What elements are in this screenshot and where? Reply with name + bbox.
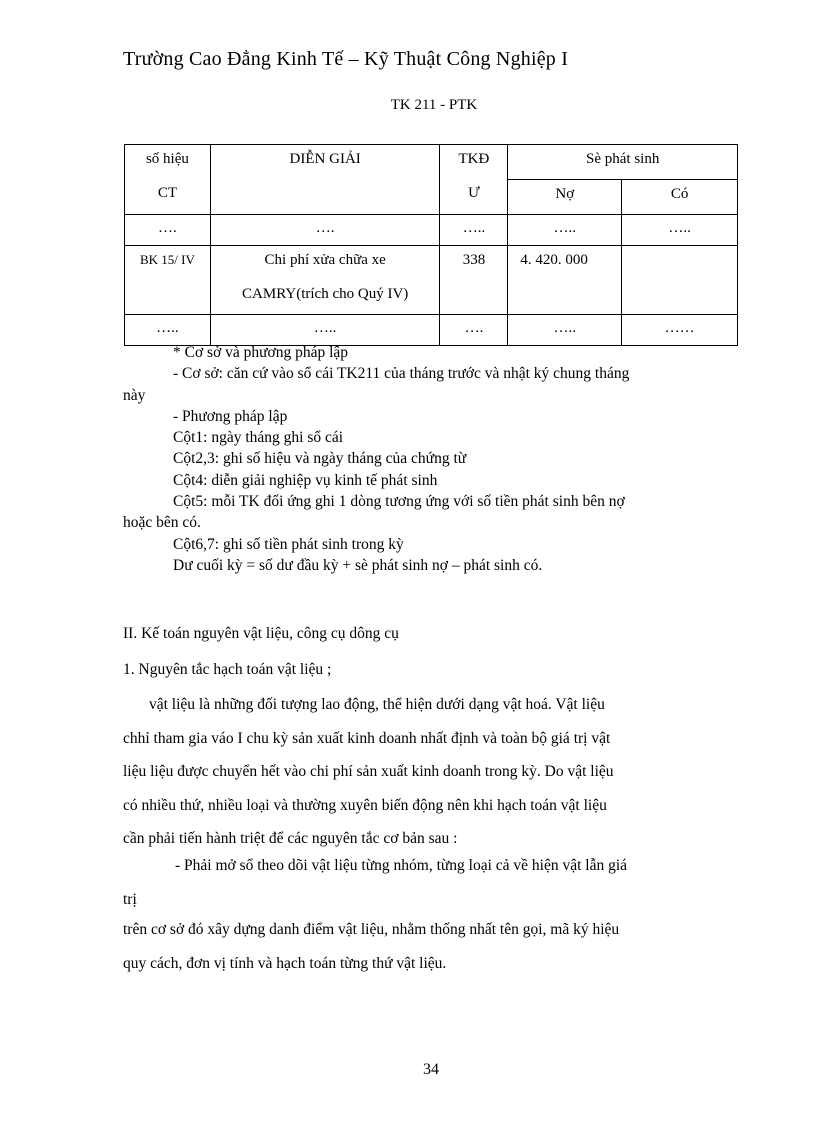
table-row: ….. ….. …. ….. …… (125, 315, 738, 346)
table-row: BK 15/ IV Chi phí xửa chữa xe CAMRY(trích cho Quý IV) 338 4. 420. 000 (125, 246, 738, 315)
section-subheading: 1. Nguyên tắc hạch toán vật liệu ; (123, 661, 332, 678)
paragraph-1: vật liệu là những đối tượng lao động, thể hiện dưới dạng vật hoá. Vật liệu chhỉ tham gia váo I chu kỳ sản xuất kinh doanh nhất định và toàn bộ giá trị vật liệu liệu được chuyển hết vào chi phí sản xuất kinh doanh trong kỳ. Do vật liệu có nhiều thứ, nhiều loại và thường xuyên biến động nên khi hạch toán vật liệu cần phải tiến hành triệt để các nguyên tắc cơ bản sau : (123, 696, 614, 847)
header-co: Có (622, 180, 738, 215)
ledger-table (124, 144, 738, 346)
header-dien-giai: DIỄN GIẢI (210, 145, 440, 215)
table-row: …. …. ….. ….. ….. (125, 215, 738, 246)
header-so-hieu: số hiệu CT (125, 145, 211, 215)
document-title: TK 211 - PTK (390, 97, 478, 113)
header-phat-sinh: Sè phát sinh (508, 145, 738, 180)
section-heading: II. Kế toán nguyên vật liệu, công cụ dông cụ (123, 625, 399, 642)
header-no: Nợ (508, 180, 622, 215)
notes-block: * Cơ sở và phương pháp lập - Cơ sở: căn cứ vào sổ cái TK211 của tháng trước và nhật ký chung tháng này - Phương pháp lập Cột1: ngày tháng ghi sổ cái Cột2,3: ghi số hiệu và ngày tháng của chứng từ Cột4: diễn giải nghiệp vụ kinh tế phát sinh Cột5: mỗi TK đối ứng ghi 1 dòng tương ứng với số tiền phát sinh bên nợ hoặc bên có. Cột6,7: ghi số tiền phát sinh trong kỳ Dư cuối kỳ = số dư đầu kỳ + sè phát sinh nợ – phát sinh có. (123, 344, 630, 574)
table-header-row (125, 145, 738, 180)
school-header: Trường Cao Đẳng Kinh Tế – Kỹ Thuật Công Nghiệp I (123, 48, 569, 70)
paragraph-3: trên cơ sở đó xây dựng danh điểm vật liệu, nhằm thống nhất tên gọi, mã ký hiệu quy cách, đơn vị tính và hạch toán từng thứ vật liệu. (123, 921, 620, 972)
page-number: 34 (423, 1061, 439, 1078)
paragraph-2: - Phải mở sổ theo dõi vật liệu từng nhóm, từng loại cả về hiện vật lẫn giá trị (123, 857, 628, 908)
header-tkdu: TKĐ Ư (440, 145, 508, 215)
